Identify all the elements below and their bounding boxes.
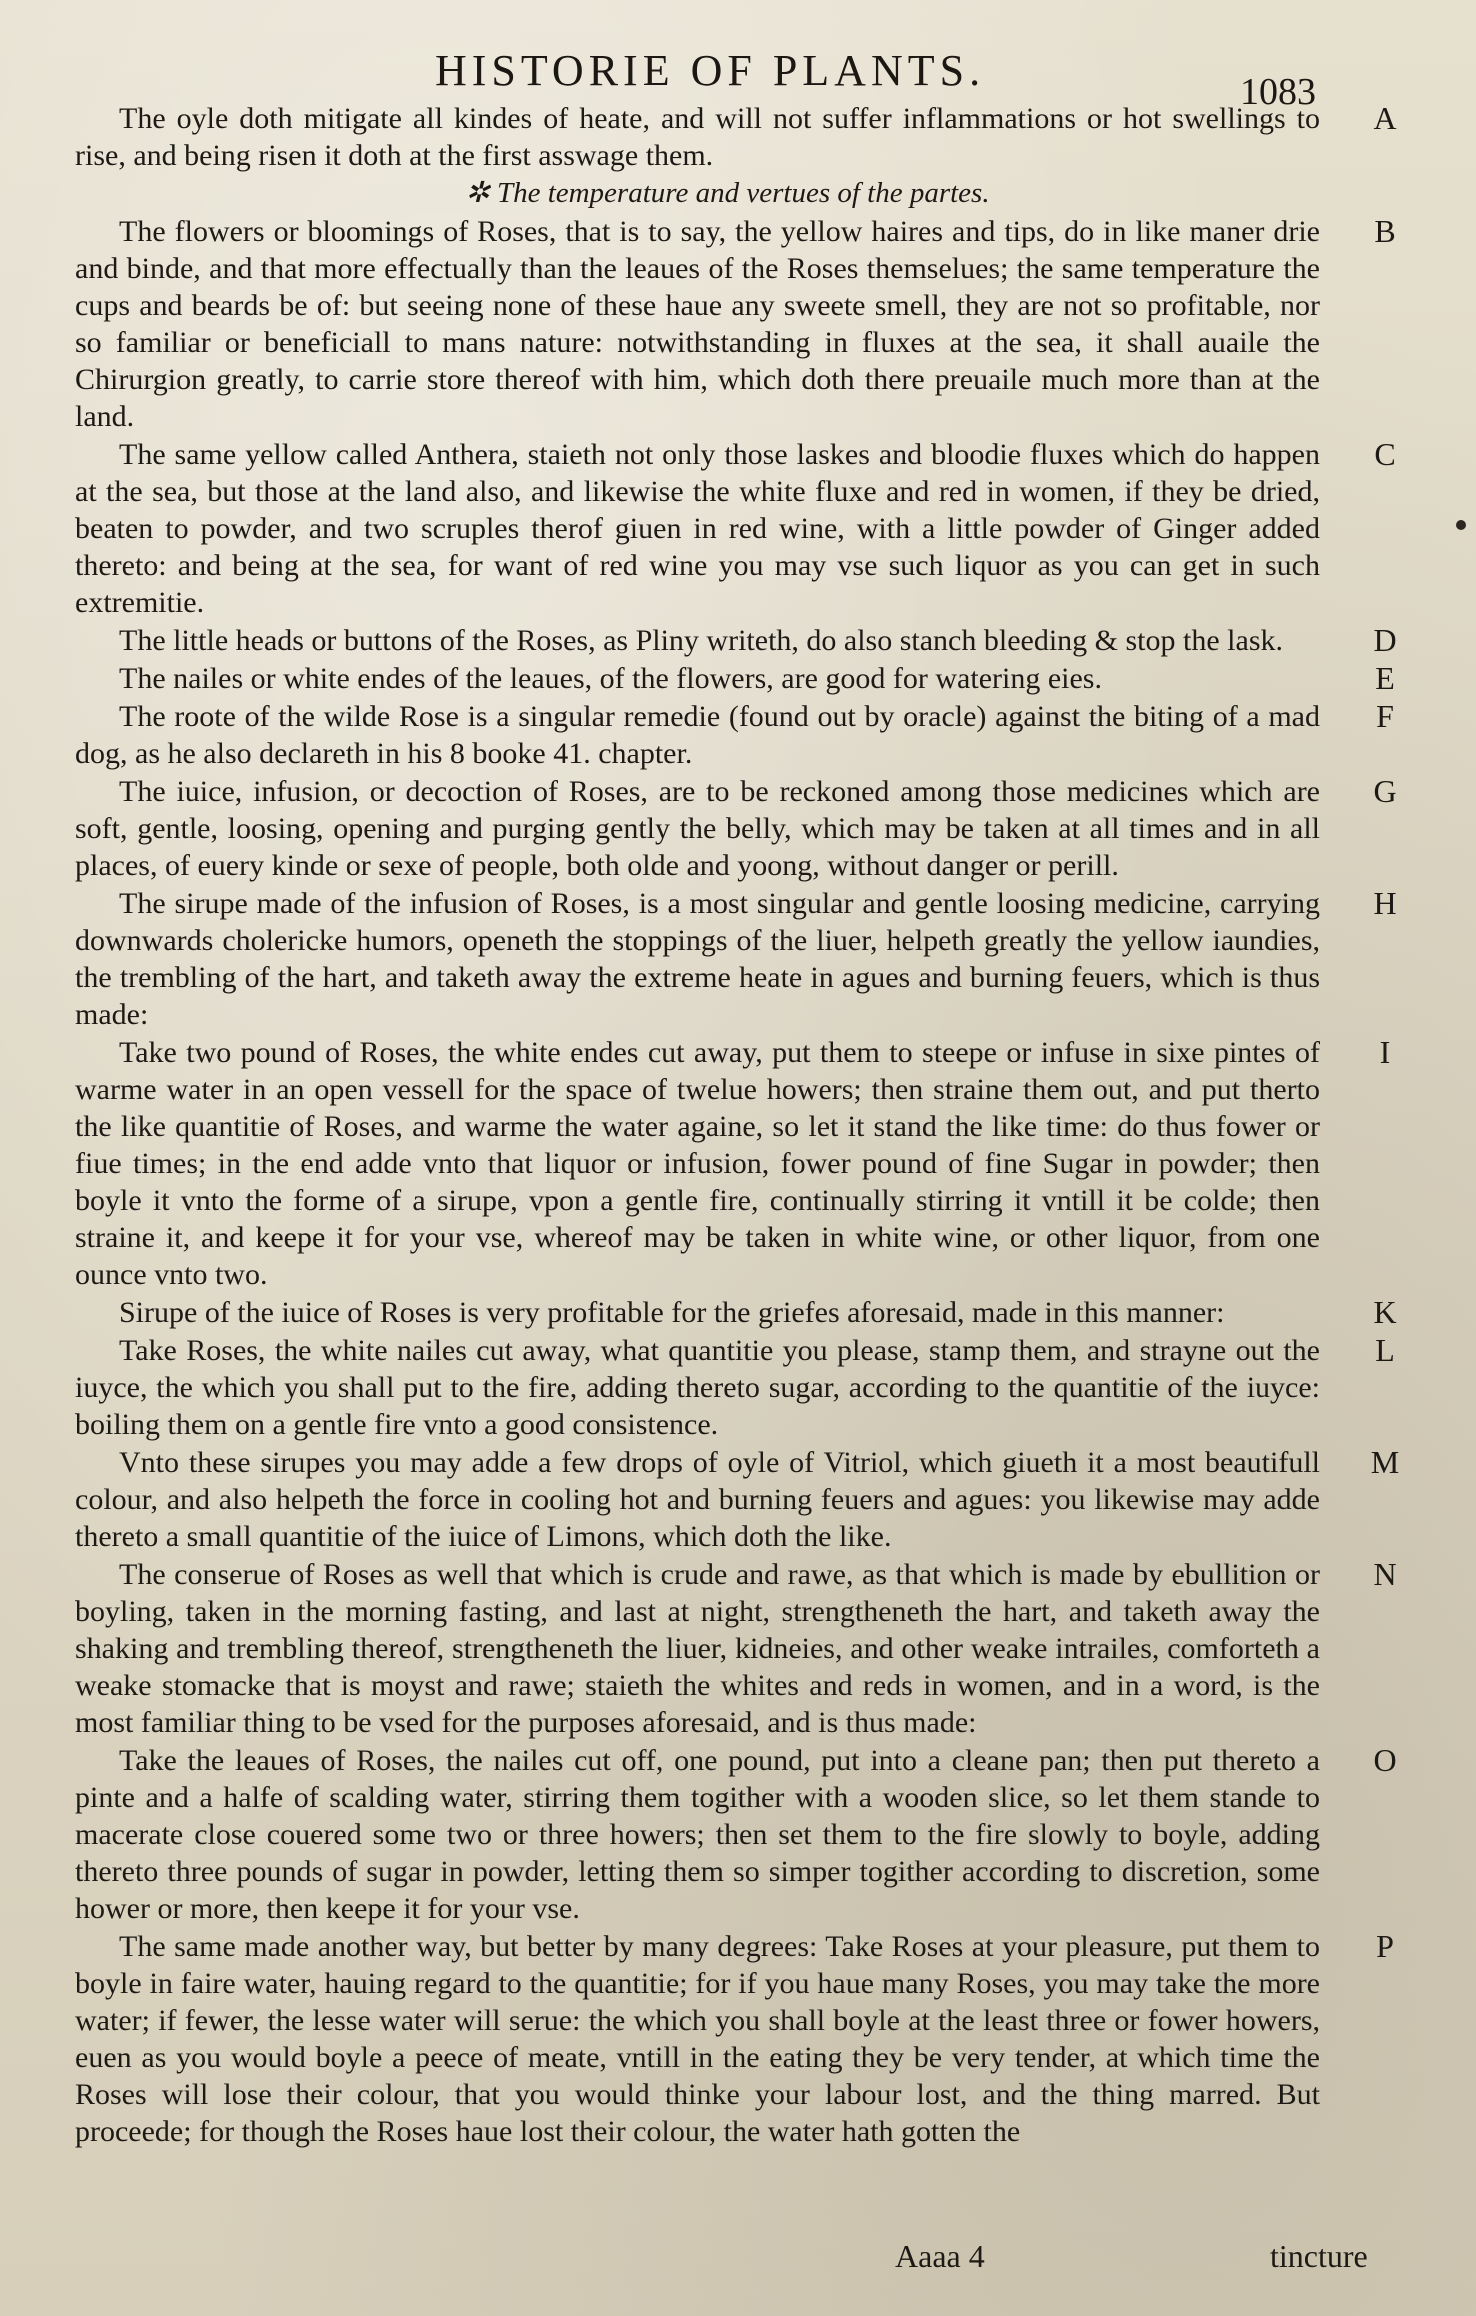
paragraph-g — [75, 773, 1397, 884]
margin-letter: E — [1375, 660, 1395, 696]
paragraph-n — [75, 1556, 1397, 1741]
paragraph-a — [75, 100, 1397, 174]
paragraph-m — [75, 1444, 1400, 1555]
margin-letter: M — [1370, 1444, 1400, 1480]
paragraph-text: The same made another way, but better by many degrees: Take Roses at your pleasure, put them to boyle in faire water, hauing regard to the quantitie; for if you haue many Roses, you may take the more water; if fewer, the lesse water will serue: the which you shall boyle at the least three or fower howers, euen as you would boyle a peece of meate, vntill in the eating they be very tender, at which time the Roses will lose their colour, that you would thinke your labour lost, and the thing marred. But proceede; for though the Roses haue lost their colour, the water hath gotten the — [75, 1930, 1320, 2148]
running-head: HISTORIE OF PLANTS. — [434, 46, 986, 95]
signature-mark: Aaaa 4 — [895, 2238, 985, 2274]
paragraph-text: The sirupe made of the infusion of Roses, is a most singular and gentle loosing medicine, carrying downwards cholericke humors, openeth the stoppings of the liuer, helpeth greatly the yellow iaundies, the trembling of the hart, and taketh away the extreme heate in agues and burning feuers, which is thus made: — [75, 887, 1320, 1031]
paragraph-text: Vnto these sirupes you may adde a few drops of oyle of Vitriol, which giueth it a most beautifull colour, and also helpeth the force in cooling hot and burning feuers and agues: you likewise may adde thereto a small quantitie of the iuice of Limons, which doth the like. — [75, 1446, 1320, 1553]
ink-spot — [1456, 520, 1466, 530]
margin-letter: D — [1373, 622, 1397, 658]
paragraph-f — [75, 698, 1394, 772]
margin-letter: K — [1373, 1294, 1397, 1330]
margin-letter: O — [1373, 1742, 1397, 1778]
paragraph-e — [75, 660, 1395, 697]
paragraph-text: The roote of the wilde Rose is a singular remedie (found out by oracle) against the biting of a mad dog, as he also declareth in his 8 booke 41. chapter. — [75, 700, 1320, 770]
paragraph-text: The conserue of Roses as well that which is crude and rawe, as that which is made by ebullition or boyling, taken in the morning fasting, and last at night, strengtheneth the hart, and taketh away the shaking and trembling thereof, strengtheneth the liuer, kidneies, and other weake intrailes, comforteth a weake stomacke that is moyst and rawe; staieth the whites and reds in women, and in a word, is the most familiar thing to be vsed for the purposes aforesaid, and is thus made: — [75, 1558, 1320, 1739]
paragraph-d — [75, 622, 1397, 659]
margin-letter: L — [1375, 1332, 1395, 1368]
margin-letter: B — [1374, 213, 1396, 249]
margin-letter: N — [1373, 1556, 1397, 1592]
paragraph-b — [75, 213, 1396, 435]
margin-letter: P — [1376, 1928, 1394, 1964]
paragraph-text: Take the leaues of Roses, the nailes cut off, one pound, put into a cleane pan; then put thereto a pinte and a halfe of scalding water, stirring them togither with a wooden slice, so let them stande to macerate close couered some two or three howers; then set them to the fire slowly to boyle, adding thereto three pounds of sugar in powder, letting them so simper togither according to discretion, some hower or more, then keepe it for your vse. — [75, 1744, 1320, 1925]
paragraph-text: The same yellow called Anthera, staieth not only those laskes and bloodie fluxes which do happen at the sea, but those at the land also, and likewise the white fluxe and red in women, if they be dried, beaten to powder, and two scruples therof giuen in red wine, with a little powder of Ginger added thereto: and being at the sea, for want of red wine you may vse such liquor as you can get in such extremitie. — [75, 438, 1320, 619]
page-footer — [0, 2238, 1476, 2278]
paragraph-p — [75, 1928, 1394, 2150]
paragraph-text: The little heads or buttons of the Roses, as Pliny writeth, do also stanch bleeding & stop the lask. — [119, 624, 1283, 657]
paragraph-text: Take Roses, the white nailes cut away, what quantitie you please, stamp them, and strayne out the iuyce, the which you shall put to the fire, adding thereto sugar, according to the quantitie of the iuyce: boiling them on a gentle fire vnto a good consistence. — [75, 1334, 1320, 1441]
section-subheading: ✲ The temperature and vertues of the partes. — [465, 177, 990, 209]
margin-letter: A — [1373, 100, 1397, 136]
paragraph-o — [75, 1742, 1397, 1927]
paragraph-text: The oyle doth mitigate all kindes of heate, and will not suffer inflammations or hot swellings to rise, and being risen it doth at the first asswage them. — [75, 102, 1320, 172]
paragraph-c — [75, 436, 1396, 621]
paragraph-text: Take two pound of Roses, the white endes cut away, put them to steepe or infuse in sixe pintes of warme water in an open vessell for the space of twelue howers; then straine them out, and put therto the like quantitie of Roses, and warme the water againe, so let it stand the like time: do thus fower or fiue times; in the end adde vnto that liquor or infusion, fower pound of fine Sugar in powder; then boyle it vnto the forme of a sirupe, vpon a gentle fire, continually stirring it vntill it be colde; then straine it, and keepe it for your vse, whereof may be taken in white wine, or other liquor, from one ounce vnto two. — [75, 1036, 1320, 1291]
paragraph-text: The iuice, infusion, or decoction of Roses, are to be reckoned among those medicines which are soft, gentle, loosing, opening and purging gently the belly, which may be taken at all times and in all places, of euery kinde or sexe of people, both olde and yoong, without danger or perill. — [75, 775, 1320, 882]
body-text — [75, 100, 1400, 2151]
paragraph-text: The nailes or white endes of the leaues, of the flowers, are good for watering eies. — [119, 662, 1102, 695]
paragraph-i — [75, 1034, 1391, 1293]
paragraph-text: Sirupe of the iuice of Roses is very profitable for the griefes aforesaid, made in this manner: — [119, 1296, 1225, 1329]
margin-letter: F — [1376, 698, 1394, 734]
margin-letter: G — [1373, 773, 1397, 809]
margin-letter: I — [1379, 1034, 1391, 1070]
margin-letter: H — [1373, 885, 1397, 921]
paragraph-l — [75, 1332, 1395, 1443]
paragraph-text: The flowers or bloomings of Roses, that is to say, the yellow haires and tips, do in like maner drie and binde, and that more effectually than the leaues of the Roses themselues; the same temperature the cups and beards be of: but seeing none of these haue any sweete smell, they are not so profitable, nor so familiar or beneficiall to mans nature: notwithstanding in fluxes at the sea, it shall auaile the Chirurgion greatly, to carrie store thereof with him, which doth there preuaile much more than at the land. — [75, 215, 1320, 433]
catchword: tincture — [1270, 2238, 1368, 2274]
paragraph-k — [75, 1294, 1397, 1331]
paragraph-h — [75, 885, 1397, 1033]
margin-letter: C — [1374, 436, 1396, 472]
page-number: 1083 — [1240, 71, 1316, 113]
